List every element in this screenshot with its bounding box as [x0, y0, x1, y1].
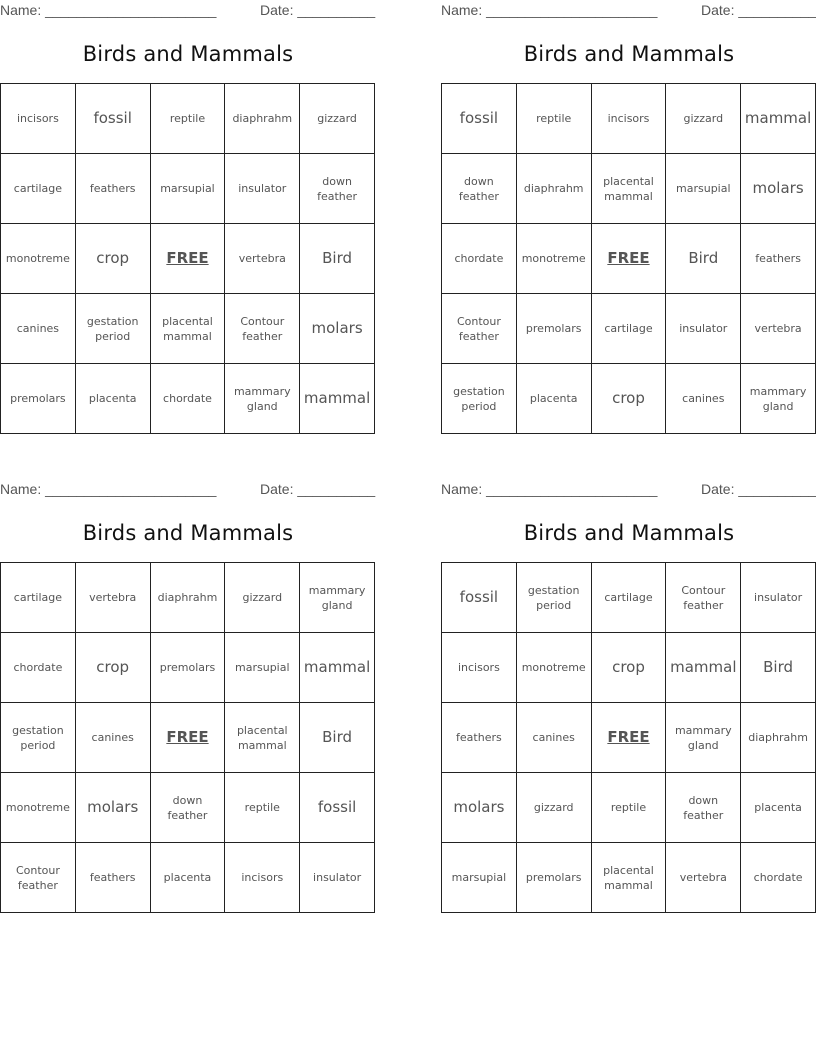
bingo-cell: reptile: [151, 84, 226, 154]
bingo-cell: placental mammal: [592, 843, 667, 913]
bingo-cell: feathers: [76, 843, 151, 913]
bingo-cell: canines: [517, 703, 592, 773]
card-title: Birds and Mammals: [523, 521, 735, 545]
bingo-cell: Bird: [300, 703, 375, 773]
bingo-cell: diaphrahm: [741, 703, 816, 773]
bingo-cell: Bird: [741, 633, 816, 703]
bingo-cell: Contour feather: [666, 563, 741, 633]
bingo-cell: feathers: [442, 703, 517, 773]
date-field: Date: __________: [701, 481, 816, 497]
bingo-cell: monotreme: [1, 773, 76, 843]
bingo-cell: Contour feather: [442, 294, 517, 364]
bingo-cell: diaphrahm: [517, 154, 592, 224]
bingo-cell: Contour feather: [225, 294, 300, 364]
name-field: Name: ______________________: [441, 481, 658, 497]
bingo-cell: premolars: [517, 843, 592, 913]
bingo-cell: chordate: [151, 364, 226, 434]
bingo-cell: reptile: [225, 773, 300, 843]
bingo-cell: down feather: [300, 154, 375, 224]
bingo-cell: fossil: [442, 563, 517, 633]
bingo-cell: premolars: [1, 364, 76, 434]
bingo-cell: incisors: [225, 843, 300, 913]
bingo-cell: incisors: [1, 84, 76, 154]
bingo-card-3: [0, 479, 376, 919]
bingo-cell: premolars: [151, 633, 226, 703]
bingo-cell: premolars: [517, 294, 592, 364]
bingo-cell: mammary gland: [225, 364, 300, 434]
card-title: Birds and Mammals: [82, 42, 294, 66]
bingo-cell: fossil: [442, 84, 517, 154]
bingo-cell: insulator: [300, 843, 375, 913]
bingo-cell: down feather: [666, 773, 741, 843]
bingo-cell: placental mammal: [225, 703, 300, 773]
bingo-cell: canines: [666, 364, 741, 434]
bingo-cell: marsupial: [666, 154, 741, 224]
bingo-cell: placenta: [741, 773, 816, 843]
bingo-cell: vertebra: [76, 563, 151, 633]
bingo-cell: gestation period: [442, 364, 517, 434]
bingo-cell: gestation period: [517, 563, 592, 633]
bingo-cell: chordate: [442, 224, 517, 294]
bingo-grid: [0, 562, 375, 913]
date-field: Date: __________: [260, 481, 376, 497]
bingo-cell: mammary gland: [666, 703, 741, 773]
bingo-cell: gizzard: [300, 84, 375, 154]
free-space-cell: FREE: [592, 224, 667, 294]
bingo-cell: fossil: [300, 773, 375, 843]
bingo-cell: cartilage: [592, 563, 667, 633]
bingo-grid: [0, 83, 375, 434]
bingo-cell: feathers: [76, 154, 151, 224]
bingo-cell: gizzard: [517, 773, 592, 843]
bingo-cell: diaphrahm: [225, 84, 300, 154]
card-header: [441, 481, 816, 499]
bingo-cell: placenta: [76, 364, 151, 434]
card-title: Birds and Mammals: [82, 521, 294, 545]
bingo-cell: cartilage: [592, 294, 667, 364]
bingo-cell: crop: [592, 364, 667, 434]
bingo-cell: vertebra: [666, 843, 741, 913]
bingo-cell: marsupial: [151, 154, 226, 224]
bingo-cell: chordate: [1, 633, 76, 703]
bingo-grid: [441, 562, 816, 913]
card-title: Birds and Mammals: [523, 42, 735, 66]
bingo-cell: marsupial: [225, 633, 300, 703]
bingo-cell: canines: [1, 294, 76, 364]
bingo-cell: placental mammal: [151, 294, 226, 364]
bingo-cell: reptile: [517, 84, 592, 154]
bingo-cell: molars: [442, 773, 517, 843]
bingo-cell: mammal: [666, 633, 741, 703]
bingo-cell: down feather: [151, 773, 226, 843]
bingo-cell: diaphrahm: [151, 563, 226, 633]
bingo-cell: feathers: [741, 224, 816, 294]
card-header: [0, 481, 376, 499]
bingo-card-1: [0, 0, 376, 440]
bingo-cell: monotreme: [1, 224, 76, 294]
bingo-cell: molars: [741, 154, 816, 224]
free-space-cell: FREE: [151, 224, 226, 294]
bingo-cell: insulator: [666, 294, 741, 364]
bingo-cell: mammal: [300, 633, 375, 703]
bingo-cell: crop: [76, 633, 151, 703]
date-field: Date: __________: [260, 2, 376, 18]
bingo-cell: mammal: [741, 84, 816, 154]
name-field: Name: ______________________: [0, 2, 217, 18]
free-space-cell: FREE: [592, 703, 667, 773]
bingo-cell: monotreme: [517, 633, 592, 703]
bingo-cell: vertebra: [225, 224, 300, 294]
bingo-cell: Bird: [666, 224, 741, 294]
bingo-cell: fossil: [76, 84, 151, 154]
bingo-cell: insulator: [225, 154, 300, 224]
bingo-cell: down feather: [442, 154, 517, 224]
bingo-cell: gizzard: [225, 563, 300, 633]
bingo-cell: gestation period: [76, 294, 151, 364]
bingo-card-2: [441, 0, 816, 440]
bingo-cell: crop: [76, 224, 151, 294]
bingo-cell: Bird: [300, 224, 375, 294]
bingo-cell: mammal: [300, 364, 375, 434]
bingo-cell: gestation period: [1, 703, 76, 773]
bingo-cell: cartilage: [1, 154, 76, 224]
bingo-cell: marsupial: [442, 843, 517, 913]
bingo-cell: molars: [76, 773, 151, 843]
bingo-cell: crop: [592, 633, 667, 703]
bingo-cell: molars: [300, 294, 375, 364]
bingo-cell: placental mammal: [592, 154, 667, 224]
bingo-cell: mammary gland: [741, 364, 816, 434]
bingo-cell: canines: [76, 703, 151, 773]
bingo-cell: cartilage: [1, 563, 76, 633]
bingo-cell: reptile: [592, 773, 667, 843]
bingo-cell: Contour feather: [1, 843, 76, 913]
free-space-cell: FREE: [151, 703, 226, 773]
bingo-cell: gizzard: [666, 84, 741, 154]
card-header: [441, 2, 816, 20]
bingo-card-4: [441, 479, 816, 919]
bingo-cell: mammary gland: [300, 563, 375, 633]
bingo-cell: vertebra: [741, 294, 816, 364]
bingo-cell: incisors: [442, 633, 517, 703]
date-field: Date: __________: [701, 2, 816, 18]
bingo-cell: insulator: [741, 563, 816, 633]
card-header: [0, 2, 376, 20]
bingo-cell: monotreme: [517, 224, 592, 294]
name-field: Name: ______________________: [441, 2, 658, 18]
name-field: Name: ______________________: [0, 481, 217, 497]
bingo-cell: chordate: [741, 843, 816, 913]
bingo-cell: placenta: [517, 364, 592, 434]
bingo-cell: incisors: [592, 84, 667, 154]
bingo-grid: [441, 83, 816, 434]
bingo-cell: placenta: [151, 843, 226, 913]
